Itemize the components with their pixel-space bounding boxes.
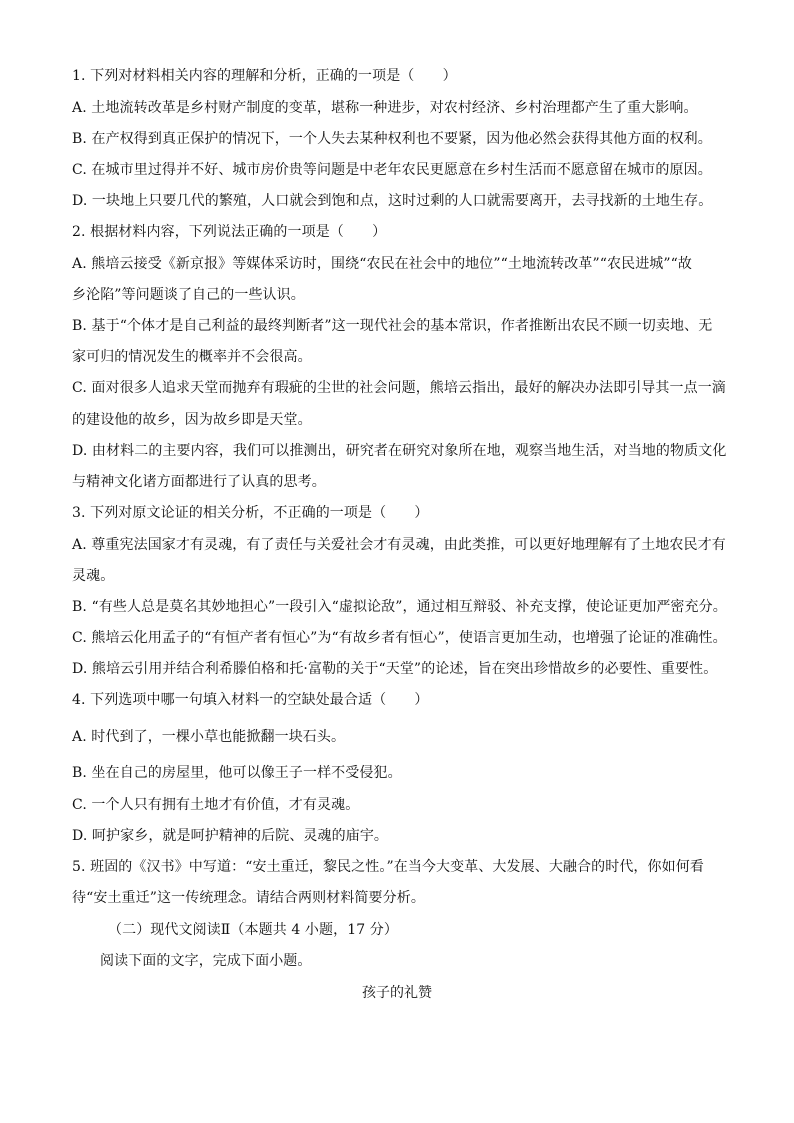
q1-option-a: A. 土地流转改革是乡村财产制度的变革，堪称一种进步，对农村经济、乡村治理都产生了重大影响。 xyxy=(72,100,698,116)
q5-stem: 5. 班固的《汉书》中写道：“安土重迁，黎民之性。”在当今大变革、大发展、大融合的时代，你如何看 xyxy=(72,859,704,875)
q4-option-b: B. 坐在自己的房屋里，他可以像王子一样不受侵犯。 xyxy=(72,765,402,781)
q2-option-d: D. 由材料二的主要内容，我们可以推测出，研究者在研究对象所在地，观察当地生活，对当地的物质文化 xyxy=(72,443,727,459)
story-title: 孩子的礼赞 xyxy=(362,985,432,1001)
q4-stem: 4. 下列选项中哪一句填入材料一的空缺处最合适（ ） xyxy=(72,692,429,708)
q1-option-d: D. 一块地上只要几代的繁殖，人口就会到饱和点，这时过剩的人口就需要离开，去寻找新的土地生存。 xyxy=(72,193,713,209)
q2-option-b: B. 基于“个体才是自己利益的最终判断者”这一现代社会的基本常识，作者推断出农民不顾一切卖地、无 xyxy=(72,318,713,334)
q2-option-a: A. 熊培云接受《新京报》等媒体采访时，围绕“农民在社会中的地位”“土地流转改革”“农民进城”“故 xyxy=(72,256,693,272)
q3-option-a: A. 尊重宪法国家才有灵魂，有了责任与关爱社会才有灵魂，由此类推，可以更好地理解有了土地农民才有 xyxy=(72,537,726,553)
q1-option-c: C. 在城市里过得并不好、城市房价贵等问题是中老年农民更愿意在乡村生活而不愿意留在城市的原因。 xyxy=(72,162,712,178)
q1-option-b: B. 在产权得到真正保护的情况下，一个人失去某种权利也不要紧，因为他必然会获得其他方面的权利。 xyxy=(72,131,712,147)
q3-option-b: B. “有些人总是莫名其妙地担心”一段引入“虚拟论敌”，通过相互辩驳、补充支撑，使论证更加严密充分。 xyxy=(72,599,727,615)
q5-stem-cont: 待“安土重迁”这一传统理念。请结合两则材料简要分析。 xyxy=(72,890,425,906)
q2-option-c-cont: 的建设他的故乡，因为故乡即是天堂。 xyxy=(72,412,312,428)
q4-option-c: C. 一个人只有拥有土地才有价值，才有灵魂。 xyxy=(72,797,360,813)
q4-option-d: D. 呵护家乡，就是呵护精神的后院、灵魂的庙宇。 xyxy=(72,828,389,844)
q2-option-d-cont: 与精神文化诸方面都进行了认真的思考。 xyxy=(72,474,326,490)
q3-option-c: C. 熊培云化用孟子的“有恒产者有恒心”为“有故乡者有恒心”，使语言更加生动，也增强了论证的准确性。 xyxy=(72,630,727,646)
q2-option-b-cont: 家可归的情况发生的概率并不会很高。 xyxy=(72,349,312,365)
reading-instruction: 阅读下面的文字，完成下面小题。 xyxy=(100,953,312,969)
q3-option-a-cont: 灵魂。 xyxy=(72,568,115,584)
q2-stem: 2. 根据材料内容，下列说法正确的一项是（ ） xyxy=(72,224,387,240)
q3-option-d: D. 熊培云引用并结合利希滕伯格和托·富勒的关于“天堂”的论述，旨在突出珍惜故乡的必要性、重要性。 xyxy=(72,661,718,677)
q4-option-a: A. 时代到了，一棵小草也能掀翻一块石头。 xyxy=(72,729,346,745)
section-heading: （二）现代文阅读Ⅱ（本题共 4 小题，17 分） xyxy=(108,922,398,938)
q2-option-c: C. 面对很多人追求天堂而抛弃有瑕疵的尘世的社会问题，熊培云指出，最好的解决办法即引导其一点一滴 xyxy=(72,380,726,396)
q3-stem: 3. 下列对原文论证的相关分析，不正确的一项是（ ） xyxy=(72,505,429,521)
q1-stem: 1. 下列对材料相关内容的理解和分析，正确的一项是（ ） xyxy=(72,68,457,84)
q2-option-a-cont: 乡沦陷”等问题谈了自己的一些认识。 xyxy=(72,287,305,303)
